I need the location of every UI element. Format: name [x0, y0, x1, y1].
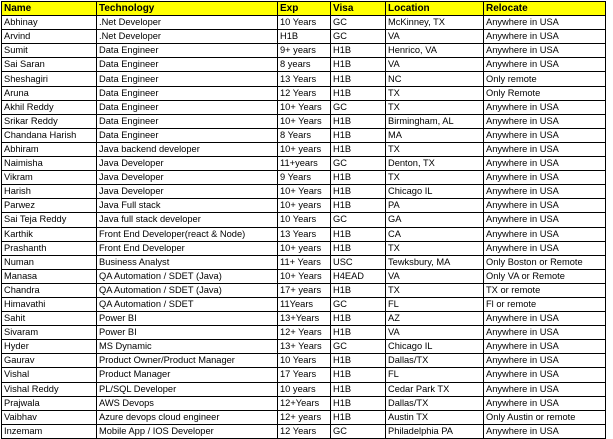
cell-name[interactable]: Aruna [2, 86, 97, 100]
cell-location[interactable]: TX [386, 142, 484, 156]
column-header-location[interactable]: Location [386, 2, 484, 16]
cell-technology[interactable]: Mobile App / IOS Developer [97, 424, 278, 438]
cell-visa[interactable]: GC [331, 100, 386, 114]
cell-technology[interactable]: AWS Devops [97, 396, 278, 410]
table-row [2, 142, 606, 156]
cell-exp[interactable]: H1B [278, 30, 331, 44]
cell-relocate[interactable]: Anywhere in USA [484, 340, 606, 354]
cell-relocate[interactable]: Anywhere in USA [484, 241, 606, 255]
cell-name[interactable]: Harish [2, 185, 97, 199]
cell-relocate[interactable]: Anywhere in USA [484, 171, 606, 185]
cell-exp[interactable]: 10 Years [278, 16, 331, 30]
cell-visa[interactable]: GC [331, 30, 386, 44]
cell-visa[interactable]: GC [331, 340, 386, 354]
column-header-name[interactable]: Name [2, 2, 97, 16]
cell-technology[interactable]: Java Developer [97, 171, 278, 185]
table-row [2, 326, 606, 340]
cell-visa[interactable]: H1B [331, 283, 386, 297]
cell-location[interactable]: VA [386, 269, 484, 283]
cell-technology[interactable]: PL/SQL Developer [97, 382, 278, 396]
table-row [2, 199, 606, 213]
table-row [2, 340, 606, 354]
cell-name[interactable]: Himavathi [2, 297, 97, 311]
cell-relocate[interactable]: Only Austin or remote [484, 410, 606, 424]
cell-technology[interactable]: Product Owner/Product Manager [97, 354, 278, 368]
cell-visa[interactable]: H1B [331, 86, 386, 100]
cell-relocate[interactable]: Only VA or Remote [484, 269, 606, 283]
table-row [2, 283, 606, 297]
cell-location[interactable]: Birmingham, AL [386, 114, 484, 128]
column-header-technology[interactable]: Technology [97, 2, 278, 16]
cell-location[interactable]: VA [386, 30, 484, 44]
table-row [2, 241, 606, 255]
cell-visa[interactable]: H1B [331, 128, 386, 142]
cell-relocate[interactable]: Anywhere in USA [484, 128, 606, 142]
cell-visa[interactable]: H1B [331, 410, 386, 424]
cell-technology[interactable]: Java Full stack [97, 199, 278, 213]
cell-relocate[interactable]: Anywhere in USA [484, 227, 606, 241]
cell-relocate[interactable]: Only Remote [484, 86, 606, 100]
cell-relocate[interactable]: Anywhere in USA [484, 354, 606, 368]
cell-exp[interactable]: 10 Years [278, 354, 331, 368]
cell-relocate[interactable]: Anywhere in USA [484, 30, 606, 44]
cell-technology[interactable]: Data Engineer [97, 72, 278, 86]
cell-visa[interactable]: H1B [331, 171, 386, 185]
cell-visa[interactable]: H4EAD [331, 269, 386, 283]
cell-visa[interactable]: H1B [331, 185, 386, 199]
cell-name[interactable]: Karthik [2, 227, 97, 241]
cell-visa[interactable]: H1B [331, 312, 386, 326]
cell-technology[interactable]: Azure devops cloud engineer [97, 410, 278, 424]
cell-name[interactable]: Parwez [2, 199, 97, 213]
cell-technology[interactable]: QA Automation / SDET (Java) [97, 269, 278, 283]
cell-technology[interactable]: .Net Developer [97, 16, 278, 30]
column-header-visa[interactable]: Visa [331, 2, 386, 16]
table-row [2, 157, 606, 171]
cell-visa[interactable]: H1B [331, 72, 386, 86]
cell-exp[interactable]: 8 years [278, 58, 331, 72]
cell-name[interactable]: Abhinay [2, 16, 97, 30]
cell-exp[interactable]: 13+ Years [278, 340, 331, 354]
cell-technology[interactable]: Front End Developer(react & Node) [97, 227, 278, 241]
cell-relocate[interactable]: Anywhere in USA [484, 185, 606, 199]
cell-location[interactable]: TX [386, 241, 484, 255]
cell-exp[interactable]: 11+years [278, 157, 331, 171]
cell-name[interactable]: Sai Saran [2, 58, 97, 72]
cell-relocate[interactable]: Anywhere in USA [484, 368, 606, 382]
cell-location[interactable]: TX [386, 283, 484, 297]
cell-name[interactable]: Vaibhav [2, 410, 97, 424]
cell-name[interactable]: Hyder [2, 340, 97, 354]
table-row [2, 185, 606, 199]
cell-relocate[interactable]: Anywhere in USA [484, 157, 606, 171]
cell-exp[interactable]: 17 Years [278, 368, 331, 382]
cell-exp[interactable]: 13 Years [278, 227, 331, 241]
cell-visa[interactable]: GC [331, 213, 386, 227]
cell-exp[interactable]: 10+ Years [278, 100, 331, 114]
cell-name[interactable]: Sahit [2, 312, 97, 326]
cell-technology[interactable]: Business Analyst [97, 255, 278, 269]
cell-technology[interactable]: Java Developer [97, 157, 278, 171]
table-row [2, 213, 606, 227]
cell-location[interactable]: VA [386, 326, 484, 340]
cell-technology[interactable]: Data Engineer [97, 114, 278, 128]
cell-name[interactable]: Naimisha [2, 157, 97, 171]
cell-name[interactable]: Sai Teja Reddy [2, 213, 97, 227]
table-row [2, 58, 606, 72]
table-row [2, 424, 606, 438]
cell-visa[interactable]: GC [331, 16, 386, 30]
column-header-exp[interactable]: Exp [278, 2, 331, 16]
cell-relocate[interactable]: Anywhere in USA [484, 382, 606, 396]
cell-exp[interactable]: 12 Years [278, 86, 331, 100]
cell-name[interactable]: Abhiram [2, 142, 97, 156]
cell-exp[interactable]: 13+Years [278, 312, 331, 326]
cell-technology[interactable]: Data Engineer [97, 100, 278, 114]
cell-relocate[interactable]: Anywhere in USA [484, 142, 606, 156]
cell-location[interactable]: VA [386, 58, 484, 72]
cell-technology[interactable]: Data Engineer [97, 128, 278, 142]
cell-name[interactable]: Prajwala [2, 396, 97, 410]
cell-relocate[interactable]: Anywhere in USA [484, 424, 606, 438]
cell-technology[interactable]: Power BI [97, 312, 278, 326]
cell-exp[interactable]: 10+ Years [278, 269, 331, 283]
cell-visa[interactable]: H1B [331, 58, 386, 72]
table-row [2, 410, 606, 424]
cell-location[interactable]: Dallas/TX [386, 396, 484, 410]
cell-visa[interactable]: H1B [331, 396, 386, 410]
cell-name[interactable]: Numan [2, 255, 97, 269]
cell-name[interactable]: Vikram [2, 171, 97, 185]
cell-location[interactable]: PA [386, 199, 484, 213]
cell-visa[interactable]: H1B [331, 227, 386, 241]
cell-relocate[interactable]: Anywhere in USA [484, 213, 606, 227]
cell-exp[interactable]: 9 Years [278, 171, 331, 185]
cell-relocate[interactable]: Anywhere in USA [484, 396, 606, 410]
cell-exp[interactable]: 12+ years [278, 410, 331, 424]
cell-location[interactable]: FL [386, 297, 484, 311]
table-row [2, 171, 606, 185]
table-row [2, 297, 606, 311]
column-header-relocate[interactable]: Relocate [484, 2, 606, 16]
cell-visa[interactable]: H1B [331, 354, 386, 368]
cell-name[interactable]: Arvind [2, 30, 97, 44]
cell-visa[interactable]: H1B [331, 382, 386, 396]
cell-relocate[interactable]: Anywhere in USA [484, 312, 606, 326]
cell-location[interactable]: Dallas/TX [386, 354, 484, 368]
cell-technology[interactable]: Data Engineer [97, 58, 278, 72]
cell-exp[interactable]: 9+ years [278, 44, 331, 58]
table-row [2, 30, 606, 44]
cell-exp[interactable]: 10+ years [278, 142, 331, 156]
table-row [2, 86, 606, 100]
cell-exp[interactable]: 13 Years [278, 72, 331, 86]
table-row [2, 128, 606, 142]
cell-name[interactable]: Prashanth [2, 241, 97, 255]
cell-technology[interactable]: QA Automation / SDET [97, 297, 278, 311]
cell-location[interactable]: Tewksbury, MA [386, 255, 484, 269]
cell-name[interactable]: Sumit [2, 44, 97, 58]
cell-exp[interactable]: 12 Years [278, 424, 331, 438]
cell-location[interactable]: TX [386, 171, 484, 185]
cell-name[interactable]: Sivaram [2, 326, 97, 340]
cell-relocate[interactable]: Only remote [484, 72, 606, 86]
cell-visa[interactable]: H1B [331, 241, 386, 255]
cell-technology[interactable]: Java backend developer [97, 142, 278, 156]
cell-location[interactable]: FL [386, 368, 484, 382]
cell-location[interactable]: GA [386, 213, 484, 227]
cell-relocate[interactable]: Anywhere in USA [484, 199, 606, 213]
cell-relocate[interactable]: Anywhere in USA [484, 58, 606, 72]
cell-name[interactable]: Manasa [2, 269, 97, 283]
cell-exp[interactable]: 10 years [278, 382, 331, 396]
candidates-table [1, 1, 606, 439]
table-row [2, 114, 606, 128]
table-row [2, 382, 606, 396]
cell-relocate[interactable]: Only Boston or Remote [484, 255, 606, 269]
table-row [2, 227, 606, 241]
cell-location[interactable]: Denton, TX [386, 157, 484, 171]
cell-location[interactable]: Austin TX [386, 410, 484, 424]
cell-name[interactable]: Chandana Harish [2, 128, 97, 142]
cell-name[interactable]: Inzemam [2, 424, 97, 438]
cell-location[interactable]: Philadelphia PA [386, 424, 484, 438]
table-row [2, 72, 606, 86]
table-row [2, 269, 606, 283]
cell-visa[interactable]: H1B [331, 114, 386, 128]
cell-location[interactable]: NC [386, 72, 484, 86]
cell-technology[interactable]: Java full stack developer [97, 213, 278, 227]
cell-visa[interactable]: H1B [331, 142, 386, 156]
cell-technology[interactable]: .Net Developer [97, 30, 278, 44]
cell-exp[interactable]: 10+ Years [278, 114, 331, 128]
table-row [2, 255, 606, 269]
cell-name[interactable]: Vishal [2, 368, 97, 382]
cell-visa[interactable]: USC [331, 255, 386, 269]
cell-location[interactable]: Chicago IL [386, 340, 484, 354]
cell-exp[interactable]: 12+Years [278, 396, 331, 410]
cell-name[interactable]: Chandra [2, 283, 97, 297]
cell-technology[interactable]: Product Manager [97, 368, 278, 382]
table-body [2, 16, 606, 439]
cell-location[interactable]: TX [386, 100, 484, 114]
cell-visa[interactable]: H1B [331, 368, 386, 382]
cell-exp[interactable]: 10+ Years [278, 185, 331, 199]
cell-location[interactable]: Chicago IL [386, 185, 484, 199]
header-row [2, 2, 606, 16]
cell-visa[interactable]: GC [331, 157, 386, 171]
table-row [2, 100, 606, 114]
cell-exp[interactable]: 10+ years [278, 241, 331, 255]
cell-name[interactable]: Sheshagiri [2, 72, 97, 86]
cell-technology[interactable]: QA Automation / SDET (Java) [97, 283, 278, 297]
cell-exp[interactable]: 8 Years [278, 128, 331, 142]
cell-visa[interactable]: GC [331, 424, 386, 438]
cell-location[interactable]: MA [386, 128, 484, 142]
cell-relocate[interactable]: Fl or remote [484, 297, 606, 311]
cell-name[interactable]: Vishal Reddy [2, 382, 97, 396]
cell-location[interactable]: Henrico, VA [386, 44, 484, 58]
cell-technology[interactable]: Power BI [97, 326, 278, 340]
cell-exp[interactable]: 12+ Years [278, 326, 331, 340]
cell-relocate[interactable]: Anywhere in USA [484, 100, 606, 114]
cell-relocate[interactable]: Anywhere in USA [484, 44, 606, 58]
cell-location[interactable]: CA [386, 227, 484, 241]
cell-location[interactable]: Cedar Park TX [386, 382, 484, 396]
table-row [2, 396, 606, 410]
cell-visa[interactable]: H1B [331, 199, 386, 213]
table-row [2, 312, 606, 326]
cell-location[interactable]: TX [386, 86, 484, 100]
cell-name[interactable]: Akhil Reddy [2, 100, 97, 114]
cell-technology[interactable]: Java Developer [97, 185, 278, 199]
cell-relocate[interactable]: Anywhere in USA [484, 16, 606, 30]
table-row [2, 354, 606, 368]
cell-technology[interactable]: Data Engineer [97, 44, 278, 58]
cell-relocate[interactable]: Anywhere in USA [484, 114, 606, 128]
cell-visa[interactable]: GC [331, 297, 386, 311]
cell-name[interactable]: Srikar Reddy [2, 114, 97, 128]
table-row [2, 16, 606, 30]
cell-technology[interactable]: MS Dynamic [97, 340, 278, 354]
table-row [2, 368, 606, 382]
cell-relocate[interactable]: TX or remote [484, 283, 606, 297]
cell-technology[interactable]: Data Engineer [97, 86, 278, 100]
cell-exp[interactable]: 17+ years [278, 283, 331, 297]
cell-location[interactable]: AZ [386, 312, 484, 326]
cell-exp[interactable]: 11+ Years [278, 255, 331, 269]
cell-technology[interactable]: Front End Developer [97, 241, 278, 255]
cell-exp[interactable]: 10+ years [278, 199, 331, 213]
cell-visa[interactable]: H1B [331, 44, 386, 58]
cell-location[interactable]: McKinney, TX [386, 16, 484, 30]
cell-exp[interactable]: 10 Years [278, 213, 331, 227]
table-row [2, 44, 606, 58]
cell-name[interactable]: Gaurav [2, 354, 97, 368]
cell-exp[interactable]: 11Years [278, 297, 331, 311]
cell-visa[interactable]: H1B [331, 326, 386, 340]
cell-relocate[interactable]: Anywhere in USA [484, 326, 606, 340]
